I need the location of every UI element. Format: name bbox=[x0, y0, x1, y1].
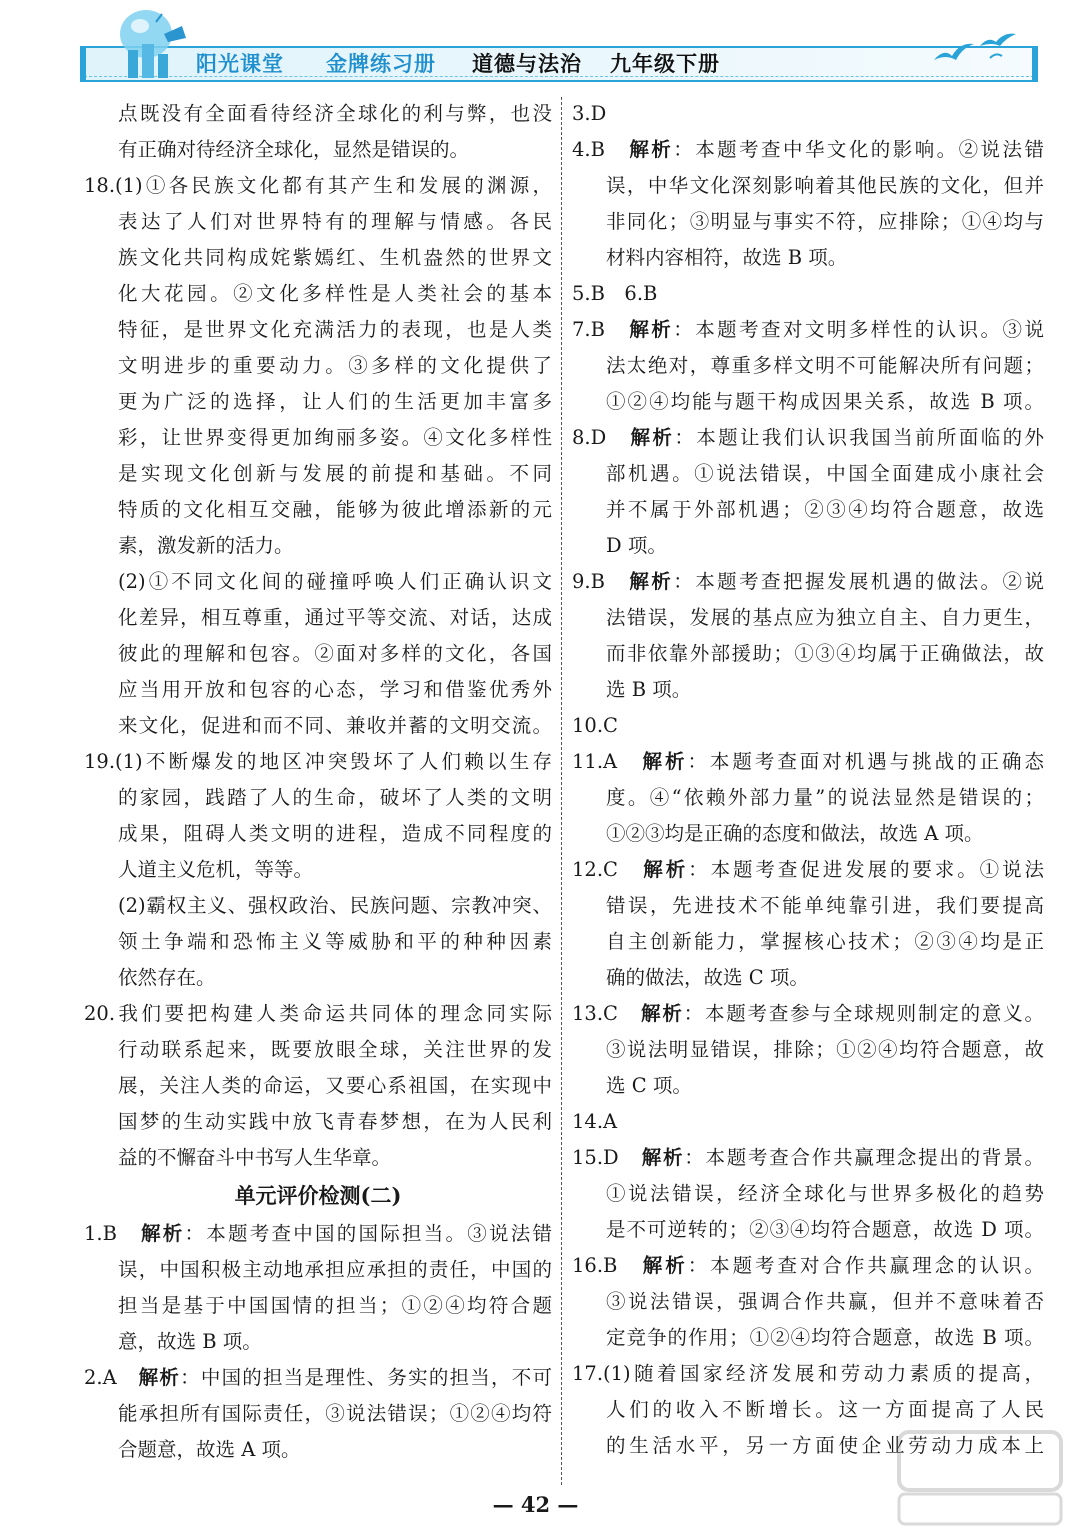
analysis-keyword: 解析 bbox=[642, 750, 688, 773]
text-line: 错误，先进技术不能单纯靠引进，我们要提高 bbox=[606, 894, 1044, 917]
analysis-text: ：本题考查对合作共赢理念的认识。 bbox=[687, 1254, 1044, 1277]
text-line: 成果，阻碍人类文明的进程，造成不同程度的 bbox=[118, 822, 552, 845]
question-number: 13.C bbox=[572, 1002, 618, 1025]
analysis-text: ：本题考查促进发展的要求。①说法 bbox=[688, 858, 1044, 881]
text-line: 5.B 6.B bbox=[572, 282, 658, 305]
question-number: 2.A bbox=[84, 1366, 117, 1389]
analysis-text: ：本题考查对文明多样性的认识。③说 bbox=[673, 318, 1044, 341]
text-line: ③说法错误，强调合作共赢，但并不意味着否 bbox=[606, 1290, 1044, 1313]
text-line bbox=[572, 1140, 1044, 1176]
text-line: 特征，是世界文化充满活力的表现，也是人类 bbox=[118, 318, 552, 341]
text-line: 合题意，故选 A 项。 bbox=[118, 1438, 301, 1461]
text-line: 法太绝对，尊重多样文明不可能解决所有问题； bbox=[606, 354, 1044, 377]
analysis-keyword: 解析 bbox=[641, 1002, 684, 1025]
text-line: 18.(1)①各民族文化都有其产生和发展的渊源， bbox=[84, 174, 552, 197]
text-line bbox=[572, 996, 1044, 1032]
sun-classroom-logo-icon bbox=[104, 4, 190, 82]
column-divider bbox=[561, 97, 562, 1485]
analysis-text: ：中国的担当是理性、务实的担当，不可 bbox=[180, 1366, 552, 1389]
header-left-cap bbox=[80, 46, 86, 82]
text-line: 化大花园。②文化多样性是人类社会的基本 bbox=[118, 282, 552, 305]
question-number: 1.B bbox=[84, 1222, 117, 1245]
question-number: 9.B bbox=[572, 570, 605, 593]
text-line: 3.D bbox=[572, 102, 607, 125]
text-line: 来文化，促进和而不同、兼收并蓄的文明交流。 bbox=[118, 714, 552, 737]
text-line: 确的做法，故选 C 项。 bbox=[606, 966, 809, 989]
text-line: 误，中国积极主动地承担应承担的责任，中国的 bbox=[118, 1258, 552, 1281]
text-line: ①②④均能与题干构成因果关系，故选 B 项。 bbox=[606, 390, 1044, 413]
text-line: 点既没有全面看待经济全球化的利与弊，也没 bbox=[118, 102, 552, 125]
text-line bbox=[572, 1248, 1044, 1284]
analysis-text: ：本题考查参与全球规则制定的意义。 bbox=[683, 1002, 1044, 1025]
text-line: 误，中华文化深刻影响着其他民族的文化，但并 bbox=[606, 174, 1044, 197]
page-number: — 42 — bbox=[492, 1492, 579, 1517]
text-line: 依然存在。 bbox=[118, 966, 216, 989]
text-line: 19.(1)不断爆发的地区冲突毁坏了人们赖以生存 bbox=[84, 750, 552, 773]
text-line: 部机遇。①说法错误，中国全面建成小康社会 bbox=[606, 462, 1044, 485]
text-line: 自主创新能力，掌握核心技术；②③④均是正 bbox=[606, 930, 1044, 953]
text-line: 族文化共同构成姹紫嫣红、生机盎然的世界文 bbox=[118, 246, 552, 269]
text-line: 的生活水平，另一方面使企业劳动力成本上 bbox=[606, 1434, 1044, 1457]
text-line: 是不可逆转的；②③④均符合题意，故选 D 项。 bbox=[606, 1218, 1044, 1241]
question-number: 12.C bbox=[572, 858, 618, 881]
text-line: 的家园，践踏了人的生命，破坏了人类的文明 bbox=[118, 786, 552, 809]
text-line: 彩，让世界变得更加绚丽多姿。④文化多样性 bbox=[118, 426, 552, 449]
watermark-stamp-icon bbox=[895, 1428, 1065, 1528]
flying-birds-icon bbox=[930, 30, 1026, 70]
text-line: 行动联系起来，既要放眼全球，关注世界的发 bbox=[118, 1038, 552, 1061]
text-line: D 项。 bbox=[606, 534, 667, 557]
text-line bbox=[84, 1216, 552, 1252]
text-line: 而非依靠外部援助；①③④均属于正确做法，故 bbox=[606, 642, 1044, 665]
text-line: 国梦的生动实践中放飞青春梦想，在为人民利 bbox=[118, 1110, 552, 1133]
text-line: 素，激发新的活力。 bbox=[118, 534, 294, 557]
text-line: 并不属于外部机遇；②③④均符合题意，故选 bbox=[606, 498, 1044, 521]
left-column bbox=[84, 96, 552, 1468]
analysis-text: ：本题考查中国的国际担当。③说法错 bbox=[184, 1222, 552, 1245]
analysis-keyword: 解析 bbox=[629, 138, 674, 161]
text-line: 14.A bbox=[572, 1110, 618, 1133]
text-line: 彼此的理解和包容。②面对多样的文化，各国 bbox=[118, 642, 552, 665]
right-column bbox=[572, 96, 1044, 1464]
question-number: 16.B bbox=[572, 1254, 618, 1277]
text-line: 17.(1)随着国家经济发展和劳动力素质的提高， bbox=[572, 1362, 1044, 1385]
analysis-keyword: 解析 bbox=[641, 1146, 685, 1169]
header-brand: 阳光课堂 bbox=[196, 52, 284, 76]
text-line: 非同化；③明显与事实不符，应排除；①④均与 bbox=[606, 210, 1044, 233]
analysis-keyword: 解析 bbox=[629, 318, 674, 341]
text-line: 文明进步的重要动力。③多样的文化提供了 bbox=[118, 354, 552, 377]
analysis-keyword: 解析 bbox=[140, 1222, 185, 1245]
analysis-keyword: 解析 bbox=[642, 1254, 688, 1277]
text-line: 担当是基于中国国情的担当；①②④均符合题 bbox=[118, 1294, 552, 1317]
analysis-text: ：本题考查中华文化的影响。②说法错 bbox=[673, 138, 1044, 161]
text-line: 度。④“依赖外部力量”的说法显然是错误的； bbox=[606, 786, 1044, 809]
analysis-keyword: 解析 bbox=[629, 570, 674, 593]
text-line: 人们的收入不断增长。这一方面提高了人民 bbox=[606, 1398, 1044, 1421]
question-number: 8.D bbox=[572, 426, 607, 449]
header-grade: 九年级下册 bbox=[610, 52, 720, 76]
question-number: 11.A bbox=[572, 750, 618, 773]
text-line: 益的不懈奋斗中书写人生华章。 bbox=[118, 1146, 392, 1169]
text-line: 能承担所有国际责任，③说法错误；①②④均符 bbox=[118, 1402, 552, 1425]
text-line: 10.C bbox=[572, 714, 618, 737]
text-line: ①说法错误，经济全球化与世界多极化的趋势 bbox=[606, 1182, 1044, 1205]
text-line bbox=[84, 1360, 552, 1396]
text-line: 特质的文化相互交融，能够为彼此增添新的元 bbox=[118, 498, 552, 521]
text-line: 选 C 项。 bbox=[606, 1074, 692, 1097]
header-right-cap bbox=[1032, 46, 1038, 82]
section-title: 单元评价检测(二) bbox=[234, 1183, 402, 1208]
text-line: 应当用开放和包容的心态，学习和借鉴优秀外 bbox=[118, 678, 552, 701]
text-line: 法错误，发展的基点应为独立自主、自力更生， bbox=[606, 606, 1044, 629]
question-number: 4.B bbox=[572, 138, 605, 161]
analysis-keyword: 解析 bbox=[643, 858, 689, 881]
text-line bbox=[572, 852, 1044, 888]
text-line: 选 B 项。 bbox=[606, 678, 692, 701]
text-line bbox=[572, 312, 1044, 348]
text-line: 定竞争的作用；①②④均符合题意，故选 B 项。 bbox=[606, 1326, 1044, 1349]
text-line bbox=[572, 132, 1044, 168]
text-line: 20.我们要把构建人类命运共同体的理念同实际 bbox=[84, 1002, 552, 1025]
header-subject: 道德与法治 bbox=[472, 52, 582, 76]
text-line: 人道主义危机，等等。 bbox=[118, 858, 314, 881]
text-line: ③说法明显错误，排除；①②④均符合题意，故 bbox=[606, 1038, 1044, 1061]
analysis-text: ：本题让我们认识我国当前所面临的外 bbox=[674, 426, 1044, 449]
text-line: (2)霸权主义、强权政治、民族问题、宗教冲突、 bbox=[118, 894, 552, 917]
text-line: 材料内容相符，故选 B 项。 bbox=[606, 246, 848, 269]
text-line bbox=[572, 420, 1044, 456]
text-line: 是实现文化创新与发展的前提和基础。不同 bbox=[118, 462, 552, 485]
analysis-keyword: 解析 bbox=[630, 426, 675, 449]
analysis-text: ：本题考查把握发展机遇的做法。②说 bbox=[673, 570, 1044, 593]
analysis-text: ：本题考查合作共赢理念提出的背景。 bbox=[684, 1146, 1044, 1169]
question-number: 15.D bbox=[572, 1146, 619, 1169]
analysis-keyword: 解析 bbox=[138, 1366, 181, 1389]
analysis-text: ：本题考查面对机遇与挑战的正确态 bbox=[687, 750, 1044, 773]
question-number: 7.B bbox=[572, 318, 605, 341]
text-line bbox=[572, 744, 1044, 780]
text-line bbox=[572, 564, 1044, 600]
text-line: (2)①不同文化间的碰撞呼唤人们正确认识文 bbox=[118, 570, 552, 593]
text-line: 更为广泛的选择，让人们的生活更加丰富多 bbox=[118, 390, 552, 413]
text-line: 展，关注人类的命运，又要心系祖国，在实现中 bbox=[118, 1074, 552, 1097]
text-line: 意，故选 B 项。 bbox=[118, 1330, 262, 1353]
text-line: ①②③均是正确的态度和做法，故选 A 项。 bbox=[606, 822, 984, 845]
page-header bbox=[0, 0, 1071, 95]
text-line: 有正确对待经济全球化，显然是错误的。 bbox=[118, 138, 470, 161]
text-line: 化差异，相互尊重，通过平等交流、对话，达成 bbox=[118, 606, 552, 629]
header-series: 金牌练习册 bbox=[326, 52, 436, 76]
text-line: 领土争端和恐怖主义等威胁和平的种种因素 bbox=[118, 930, 552, 953]
text-line: 表达了人们对世界特有的理解与情感。各民 bbox=[118, 210, 552, 233]
